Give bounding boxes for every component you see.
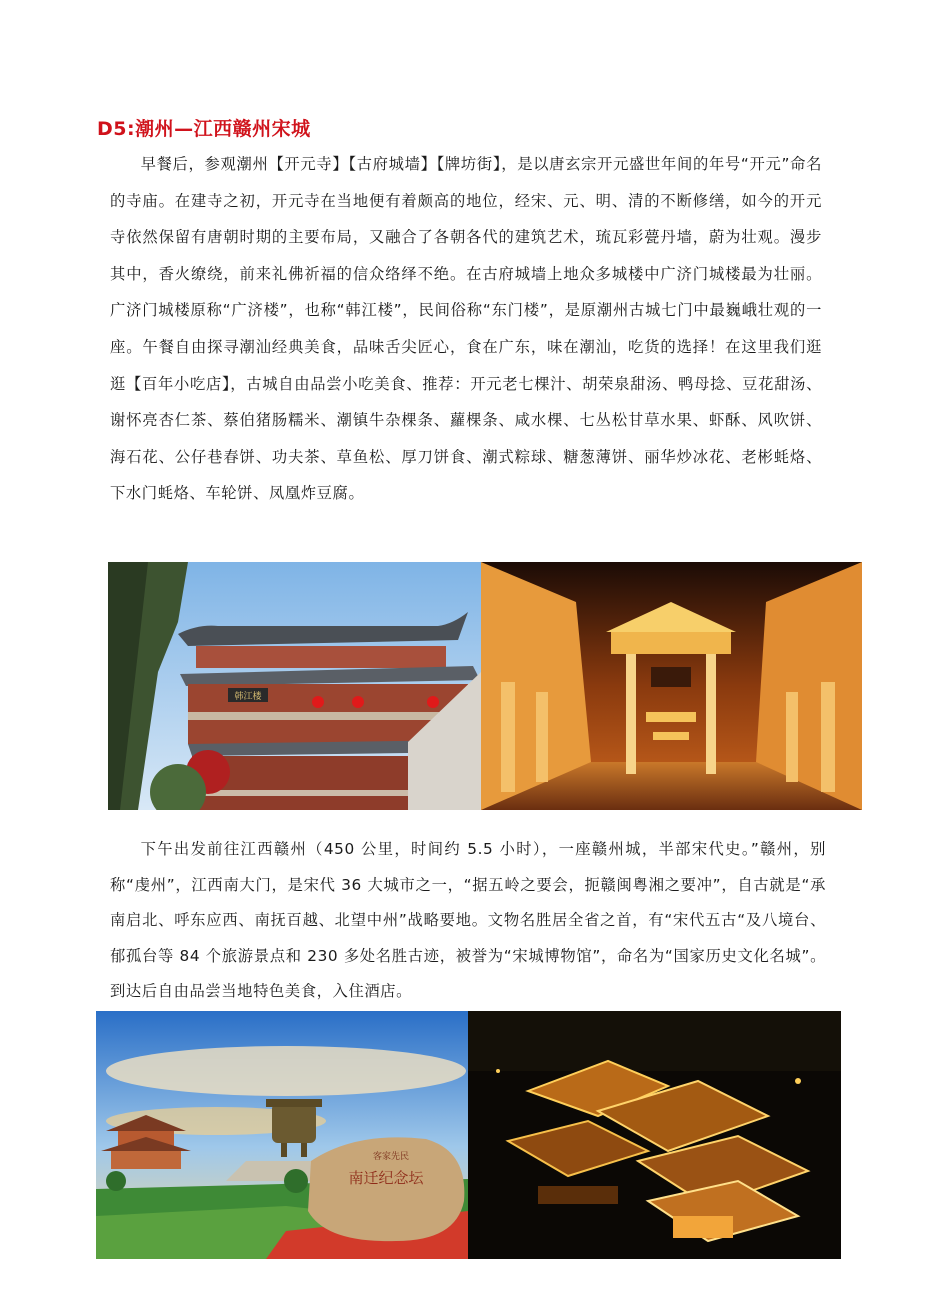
photo-hakka-memorial-altar (96, 1011, 468, 1259)
section-title: D5:潮州—江西赣州宋城 (97, 118, 311, 140)
photo-paifang-street-night (481, 562, 862, 810)
photo-ganzhou-night-aerial (468, 1011, 841, 1259)
stone-inscription-line2: 南迁纪念坛 (348, 1169, 424, 1187)
itinerary-paragraph-ganzhou: 下午出发前往江西赣州（450 公里，时间约 5.5 小时），一座赣州城，半部宋代史。”赣州，别称“虔州”，江西南大门，是宋代 36 大城市之一，“据五岭之要会，扼赣闽粤湘之要冲”，自古就是“承南启北、呼东应西、南抚百越、北望中州”战略要地。文物名胜居全省之首，有“宋代五古“及八境台、郁孤台等 84 个旅游景点和 230 多处名胜古迹，被誉为“宋城博物馆”，命名为“国家历史文化名城”。到达后自由品尝当地特色美食，入住酒店。 (110, 840, 826, 1001)
itinerary-paragraph-chaozhou: 早餐后，参观潮州【开元寺】【古府城墙】【牌坊街】，是以唐玄宗开元盛世年间的年号“开元”命名的寺庙。在建寺之初，开元寺在当地便有着颇高的地位，经宋、元、明、清的不断修缮，如今的开元寺依然保留有唐朝时期的主要布局，又融合了各朝各代的建筑艺术，琉瓦彩甍丹墙，蔚为壮观。漫步其中，香火缭绕，前来礼佛祈福的信众络绎不绝。在古府城墙上地众多城楼中广济门城楼最为壮丽。广济门城楼原称“广济楼”，也称“韩江楼”，民间俗称“东门楼”，是原潮州古城七门中最巍峨壮观的一座。午餐自由探寻潮汕经典美食，品味舌尖匠心，食在广东，味在潮汕，吃货的选择！在这里我们逛逛【百年小吃店】，古城自由品尝小吃美食、推荐：开元老七棵汁、胡荣泉甜汤、鸭母捻、豆花甜汤、谢怀亮杏仁茶、蔡伯猪肠糯米、潮镇牛杂棵条、蘿棵条、咸水棵、七丛松甘草水果、虾酥、风吹饼、海石花、公仔巷春饼、功夫茶、草鱼松、厚刀饼食、潮式粽球、糖葱薄饼、丽华炒冰花、老彬蚝烙、下水门蚝烙、车轮饼、凤凰炸豆腐。 (110, 155, 822, 503)
gate-sign-text: 韩江楼 (234, 692, 262, 702)
stone-inscription-line1: 客家先民 (372, 1152, 410, 1162)
photo-guangji-gate-tower (108, 562, 481, 810)
